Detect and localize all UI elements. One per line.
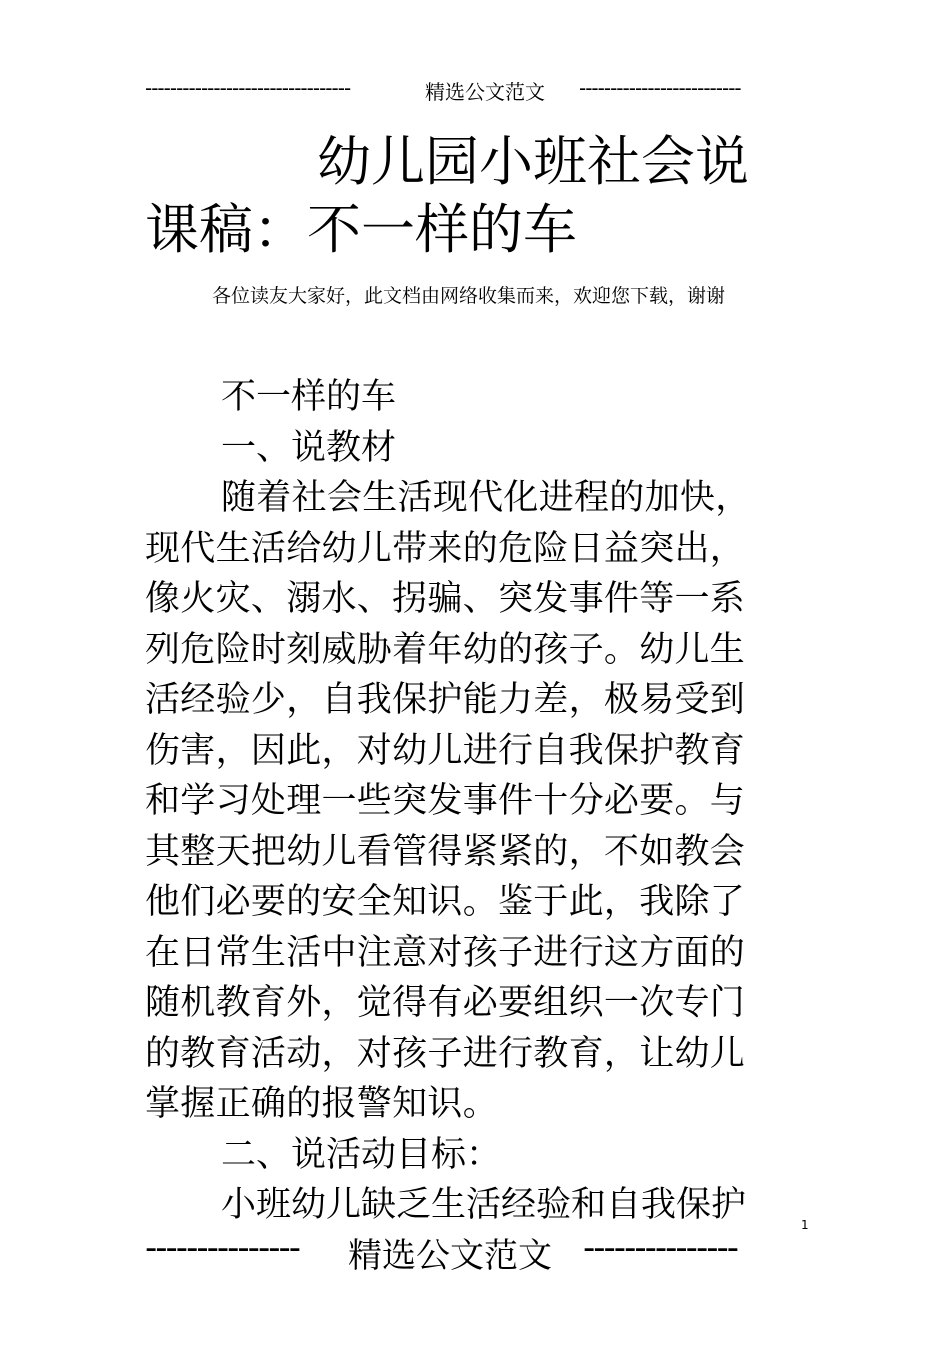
page-number: 1 [801,1218,809,1232]
document-title [145,128,765,264]
footer-dashes-right: --------------- [583,1228,738,1268]
page-footer [145,1228,775,1276]
page-header [145,76,775,104]
document-body [145,372,760,1231]
title-line-1: 幼儿园小班社会说 [317,130,749,193]
header-dashes-right: -------------------------- [579,76,741,100]
section-heading-1: 一、说教材 [221,427,397,468]
section-heading-2: 二、说活动目标： [221,1134,502,1175]
body-paragraph-1: 随着社会生活现代化进程的加快，现代生活给幼儿带来的危险日益突出，像火灾、溺水、拐骗、突发事件等一系列危险时刻威胁着年幼的孩子。幼儿生活经验少，自我保护能力差，极易受到伤害，因此，对幼儿进行自我保护教育和学习处理一些突发事件十分必要。与其整天把幼儿看管得紧紧的，不如教会他们必要的安全知识。鉴于此，我除了在日常生活中注意对孩子进行这方面的随机教育外，觉得有必要组织一次专门的教育活动，对孩子进行教育，让幼儿掌握正确的报警知识。 [145,478,751,1124]
footer-text: 精选公文范文 [348,1236,552,1276]
header-text: 精选公文范文 [425,80,545,104]
body-paragraph-2: 小班幼儿缺乏生活经验和自我保护 [221,1185,747,1225]
title-line-2: 课稿：不一样的车 [145,198,577,261]
greeting-note: 各位读友大家好，此文档由网络收集而来，欢迎您下载，谢谢 [212,285,726,307]
body-heading: 不一样的车 [221,377,397,417]
header-dashes-left: --------------------------------- [145,76,351,100]
footer-dashes-left: --------------- [145,1228,300,1268]
